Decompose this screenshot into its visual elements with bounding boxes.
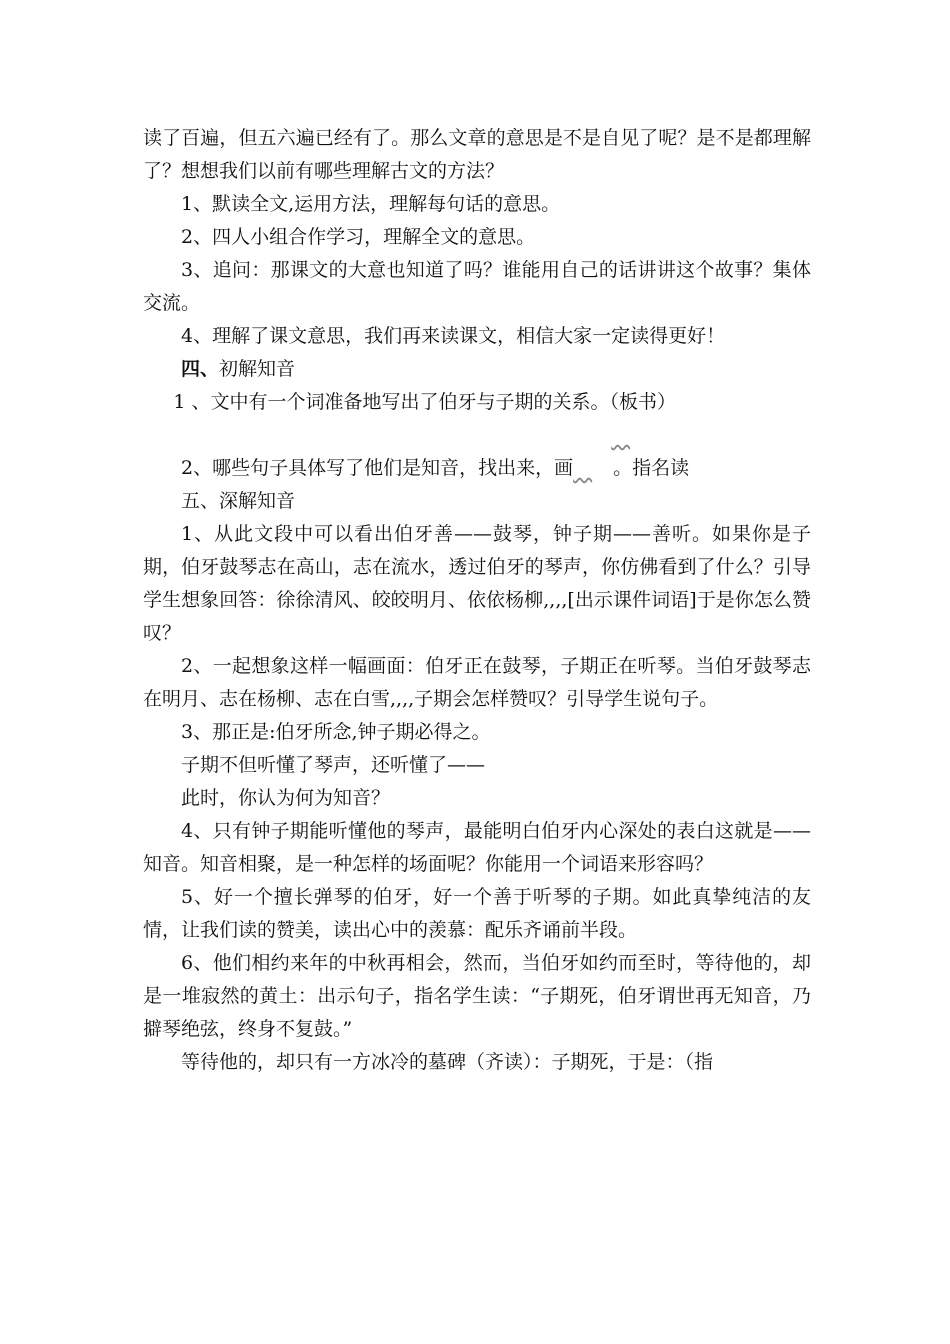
paragraph-5-3: 3、那正是:伯牙所念,钟子期必得之。 bbox=[181, 721, 491, 743]
paragraph-5-5: 5、好一个擅长弹琴的伯牙，好一个善于听琴的子期。如此真挚纯洁的友情，让我们读的赞美，读出心中的羡慕：配乐齐诵前半段。 bbox=[143, 886, 811, 941]
paragraph-5-6: 6、他们相约来年的中秋再相会，然而，当伯牙如约而至时，等待他的，却是一堆寂然的黄土：出示句子，指名学生读：“子期死，伯牙谓世再无知音，乃擗琴绝弦，终身不复鼓。” bbox=[143, 952, 811, 1040]
wavy-underline-mark bbox=[573, 419, 613, 485]
section-heading-4-title: 初解知音 bbox=[219, 358, 296, 380]
section-heading-5: 五、深解知音 bbox=[181, 490, 296, 512]
paragraph-step-1: 1、默读全文,运用方法，理解每句话的意思。 bbox=[181, 193, 561, 215]
document-body bbox=[143, 122, 811, 1079]
paragraph-5-7: 等待他的，却只有一方冰冷的墓碑（齐读）：子期死，于是：（指 bbox=[181, 1051, 714, 1073]
paragraph-4-2 bbox=[143, 419, 811, 485]
paragraph-5-2: 2、一起想象这样一幅画面：伯牙正在鼓琴，子期正在听琴。当伯牙鼓琴志在明月、志在杨柳、志在白雪,,,,子期会怎样赞叹？引导学生说句子。 bbox=[143, 655, 811, 710]
paragraph-step-4: 4、理解了课文意思，我们再来读课文，相信大家一定读得更好！ bbox=[181, 325, 726, 347]
paragraph-4-1: 1 、文中有一个词准备地写出了伯牙与子期的关系。（板书） bbox=[173, 391, 677, 413]
paragraph-step-3: 3、追问：那课文的大意也知道了吗？谁能用自己的话讲讲这个故事？集体交流。 bbox=[143, 259, 811, 314]
paragraph-step-2: 2、四人小组合作学习，理解全文的意思。 bbox=[181, 226, 536, 248]
paragraph-5-1: 1、从此文段中可以看出伯牙善——鼓琴，钟子期——善听。如果你是子期，伯牙鼓琴志在高山，志在流水，透过伯牙的琴声，你仿佛看到了什么？引导学生想象回答：徐徐清风、皎皎明月、依依杨柳,,,,[出示课件词语]于是你怎么赞叹？ bbox=[143, 523, 811, 644]
paragraph-4-2-end: 。指名读 bbox=[613, 457, 690, 479]
paragraph-4-2-text: 2、哪些句子具体写了他们是知音，找出来，画 bbox=[181, 457, 574, 479]
paragraph-5-3-b: 此时，你认为何为知音？ bbox=[181, 787, 391, 809]
section-heading-4-number: 四、 bbox=[181, 358, 220, 380]
paragraph-intro: 读了百遍，但五六遍已经有了。那么文章的意思是不是自见了呢？是不是都理解了？想想我们以前有哪些理解古文的方法？ bbox=[143, 127, 811, 182]
paragraph-5-3-a: 子期不但听懂了琴声，还听懂了—— bbox=[181, 754, 486, 776]
section-heading-4 bbox=[143, 353, 811, 386]
paragraph-5-4: 4、只有钟子期能听懂他的琴声，最能明白伯牙内心深处的表白这就是——知音。知音相聚，是一种怎样的场面呢？你能用一个词语来形容吗？ bbox=[143, 820, 811, 875]
